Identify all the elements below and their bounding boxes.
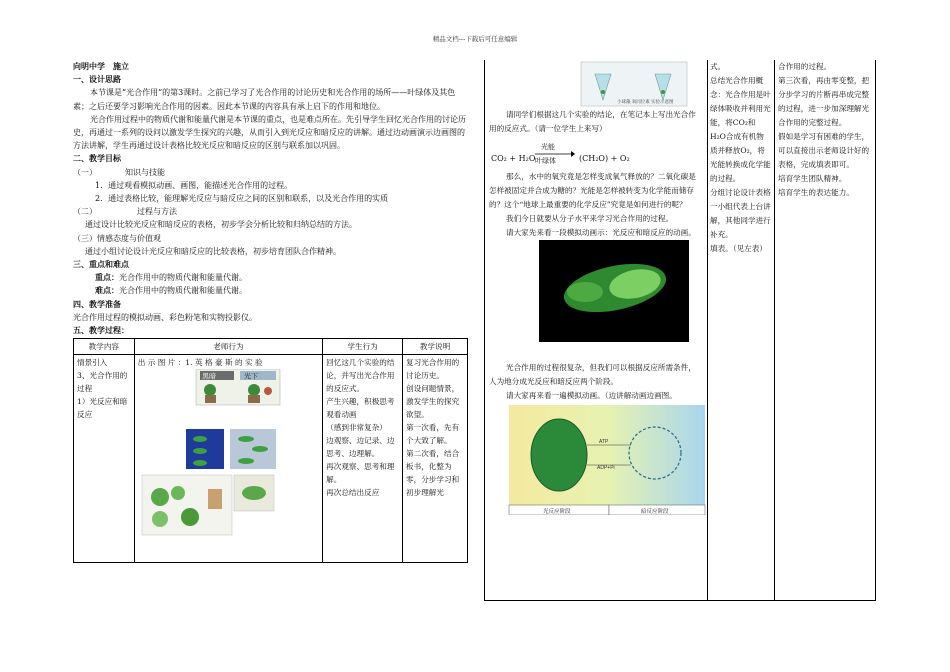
difficult-point-text: 光合作用中的物质代谢和能量代谢。 xyxy=(119,286,247,296)
section-4-text: 光合作用过程的模拟动画、彩色粉笔和实物投影仪。 xyxy=(73,312,257,322)
left-page xyxy=(73,60,468,563)
sachs-experiment-images xyxy=(142,475,274,535)
isotope-figure-caption: 小球藻 氧同位素 实验示意图 xyxy=(617,99,674,104)
section-5-title: 五、教学过程： xyxy=(73,325,129,336)
photosynthesis-equation xyxy=(491,140,707,166)
goal-2-label: （二） xyxy=(73,207,97,217)
ingenhousz-experiment-image xyxy=(196,369,280,405)
chloroplast-animation-still xyxy=(485,240,707,342)
author: 向明中学 施立 xyxy=(73,61,129,71)
lesson-process-table xyxy=(73,338,468,563)
section-4-title: 四、教学准备 xyxy=(73,298,121,309)
student-column-continued: 式。 总结光合作用概念：光合作用是叶绿体吸收并利用光能，将CO₂和H₂O合成有机物质并释放O₂，将光能转换成化学能的过程。 分组讨论设计表格 一小组代表上台讲解，其他同学进行补充。 填表。（见左表） xyxy=(707,60,775,600)
right-paragraph-2: 那么，水中的氧究竟是怎样变成氧气释放的？二氧化碳是怎样被固定并合成为糖的？光能是怎样被转变为化学能而储存的？这个“地球上最重要的化学反应”究竟是如何进行的呢？ xyxy=(489,172,696,209)
header-note: 精品文档---下载后可任意编辑 xyxy=(432,35,518,43)
isotope-experiment-figure xyxy=(485,60,707,108)
image-label-light: 光下 xyxy=(243,373,258,381)
key-point xyxy=(73,271,468,284)
section-1-paragraph-2: 光合作用过程中的物质代谢和能量代谢是本节课的重点，也是难点所在。先引导学生回忆光合作用的讨论历史，再通过一系列的设问以激发学生探究的兴趣，从而引入到光反应和暗反应的讲解。通过边动画演示边画图的方法讲解，学生再通过设计表格比较光反应和暗反应的区别与联系加以巩固。 xyxy=(73,114,466,151)
right-paragraph-5: 光合作用的过程很复杂，但我们可以根据反应所需条件，人为地分成光反应和暗反应两个阶段。 xyxy=(489,363,696,386)
table-row xyxy=(74,355,468,563)
table-header-student: 学生行为 xyxy=(323,339,403,355)
equation-reactants: CO₂ + H₂O xyxy=(491,154,536,163)
table-header-notes: 教学说明 xyxy=(403,339,468,355)
cell-teacher xyxy=(134,355,322,563)
right-paragraph-4: 请大家先来看一段模拟动画示：光反应和暗反应的动画。 xyxy=(506,228,696,237)
cell-teacher-text: 出 示 图 片 ：1. 英 格 豪 斯 的 实 验 xyxy=(137,358,263,368)
goal-3-text: 通过小组讨论设计光反应和暗反应的比较表格，初步培育团队合作精神。 xyxy=(85,246,341,256)
cell-student: 回忆这几个实验的结论，并写出光合作用的反应式。 产生兴趣，积极思考 观看动画 （感到非常复杂） 边观察、边记录、边思考、边理解。 再次观察、思考和理解。 再次总结出反应 xyxy=(323,355,403,563)
right-page-table-continuation xyxy=(484,60,876,601)
table-header-row xyxy=(74,339,468,355)
notes-column-continued: 合作用的过程。 第三次看，再由零变整，把分步学习的片断再串成完整的过程，进一步加深理解光合作用的完整过程。 假如是学习有困难的学生，可以直接出示老师设计好的表格，完成填表即可。 培育学生团队精神。 培育学生的表达能力。 xyxy=(778,62,870,197)
diagram-light-stage-label: 光反应阶段 xyxy=(543,509,571,515)
goal-2-title: 过程与方法 xyxy=(137,207,177,217)
right-paragraph-1: 请同学们根据这几个实验的结论，在笔记本上写出光合作用的反应式。（请一位学生上来写） xyxy=(489,110,696,133)
key-point-label: 重点： xyxy=(95,272,119,283)
cell-content: 情景引入 3、光合作用的过程 1）光反应和暗反应 xyxy=(74,355,135,563)
experiment-images xyxy=(138,369,308,544)
equation-condition-light: 光能 xyxy=(541,143,555,151)
teacher-column-continued xyxy=(485,60,708,600)
equation-products: (CH₂O) + O₂ xyxy=(579,154,630,163)
section-2-title: 二、教学目标 xyxy=(73,153,121,164)
goal-3-heading: （三）情感态度与价值观 xyxy=(73,233,161,243)
goal-1-item-2: 2．通过表格比较，能理解光反应与暗反应之间的区别和联系，以及光合作用的实质 xyxy=(95,194,389,204)
equation-condition-chloroplast: 叶绿体 xyxy=(535,157,556,165)
table-header-teacher: 老师行为 xyxy=(134,339,322,355)
goal-2-heading xyxy=(73,205,468,218)
right-paragraph-3: 我们今日就要从分子水平来学习光合作用的过程。 xyxy=(506,214,674,223)
goal-1-title: 知识与技能 xyxy=(125,167,165,177)
leaf-tube-images xyxy=(186,429,276,469)
right-paragraph-6: 请大家再来看一遍模拟动画。（边讲解动画边画图。 xyxy=(506,391,677,400)
image-label-dark: 黑暗 xyxy=(201,373,216,381)
section-1-paragraph-1: 本节课是“光合作用”的第3课时。之前已学习了光合作用的讨论历史和光合作用的场所——叶绿体及其色素；之后还要学习影响光合作用的因素。因此本节课的内容具有承上启下的作用和地位。 xyxy=(73,88,456,111)
cell-notes: 复习光合作用的讨论历史。 创设问题情景，激发学生的探究欲望。 第一次看，先有个大致了解。 第二次看，结合板书，化整为零，分步学习和初步理解光 xyxy=(403,355,468,563)
diagram-atp-label: ATP xyxy=(599,439,609,445)
diagram-dark-stage-label: 暗反应阶段 xyxy=(641,509,669,515)
isotope-experiment-image xyxy=(485,60,707,108)
diagram-adp-label: ADP+Pi xyxy=(597,465,615,471)
goal-1-label: （一） xyxy=(73,167,97,177)
section-3-title: 三、重点和难点 xyxy=(73,259,129,270)
section-1-title: 一、设计思路 xyxy=(73,74,121,85)
light-dark-reaction-diagram xyxy=(485,403,707,515)
difficult-point-label: 难点： xyxy=(95,285,119,296)
goal-1-item-1: 1．通过观看模拟动画、画图，能描述光合作用的过程。 xyxy=(95,180,293,190)
goal-2-text: 通过设计比较光反应和暗反应的表格，初步学会分析比较和归纳总结的方法。 xyxy=(85,220,357,230)
difficult-point xyxy=(73,284,468,297)
key-point-text: 光合作用中的物质代谢和能量代谢。 xyxy=(119,273,247,283)
goal-1-heading xyxy=(73,166,468,179)
table-header-content: 教学内容 xyxy=(74,339,135,355)
